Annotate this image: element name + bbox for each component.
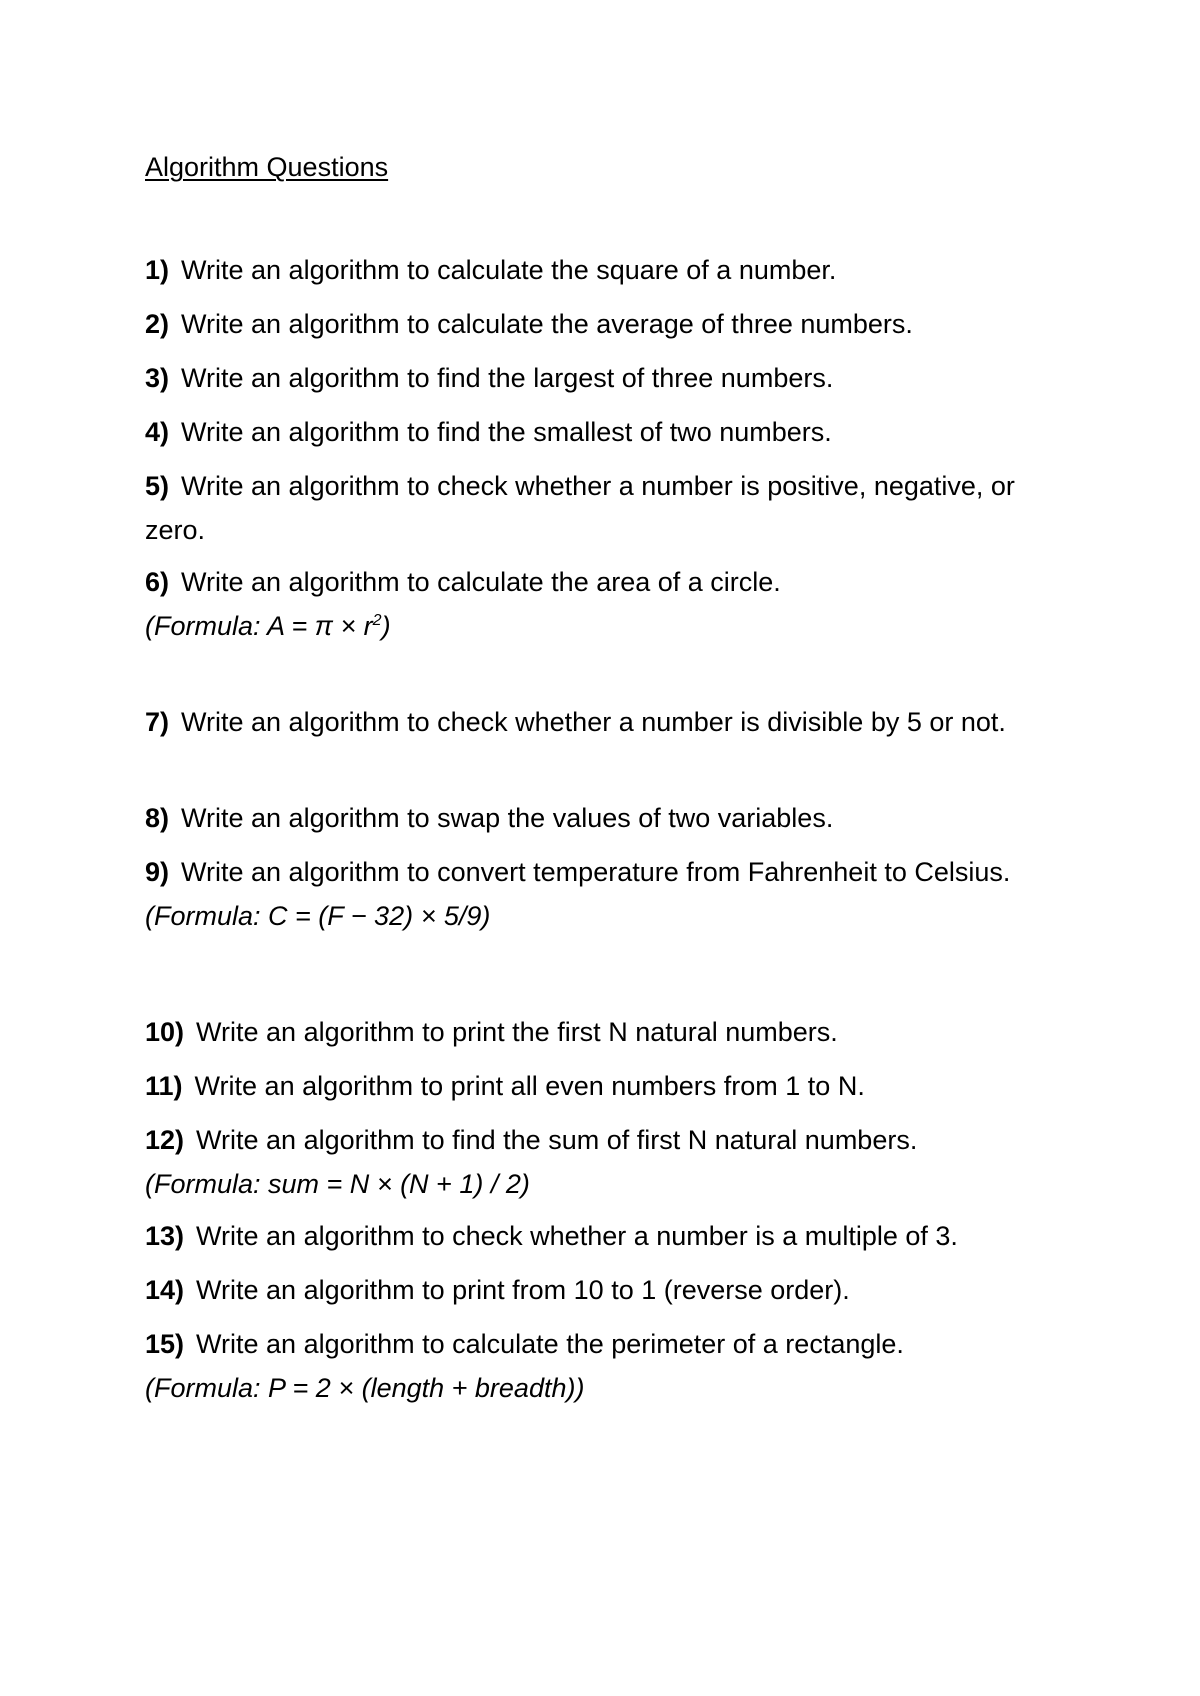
question-number: 4) <box>145 417 170 447</box>
question-3 <box>145 356 1075 400</box>
formula-text: (Formula: C = (F − 32) × 5/9) <box>145 901 491 931</box>
question-text: Write an algorithm to check whether a number is a multiple of 3. <box>196 1221 958 1251</box>
formula-superscript: 2 <box>372 612 382 629</box>
question-10 <box>145 1010 1075 1054</box>
question-14 <box>145 1268 1075 1312</box>
question-text: Write an algorithm to print the first N natural numbers. <box>196 1017 838 1047</box>
question-text: Write an algorithm to find the sum of first N natural numbers. <box>196 1125 918 1155</box>
question-12 <box>145 1118 1075 1206</box>
question-text: Write an algorithm to calculate the perimeter of a rectangle. <box>196 1329 904 1359</box>
question-number: 6) <box>145 567 170 597</box>
question-number: 1) <box>145 255 170 285</box>
question-7 <box>145 700 1075 744</box>
question-number: 15) <box>145 1329 185 1359</box>
question-2 <box>145 302 1075 346</box>
document-title: Algorithm Questions <box>145 152 389 182</box>
formula-text: (Formula: P = 2 × (length + breadth)) <box>145 1373 585 1403</box>
formula-prefix: (Formula: A = π × r <box>145 611 373 641</box>
question-number: 5) <box>145 471 170 501</box>
question-9 <box>145 850 1075 938</box>
question-text: Write an algorithm to calculate the average of three numbers. <box>181 309 913 339</box>
question-6 <box>145 560 1075 648</box>
question-text: Write an algorithm to print all even numbers from 1 to N. <box>194 1071 865 1101</box>
question-text: Write an algorithm to check whether a number is divisible by 5 or not. <box>181 707 1006 737</box>
question-8 <box>145 796 1075 840</box>
question-1 <box>145 248 1075 292</box>
question-number: 8) <box>145 803 170 833</box>
question-number: 2) <box>145 309 170 339</box>
question-number: 14) <box>145 1275 185 1305</box>
formula-text: (Formula: sum = N × (N + 1) / 2) <box>145 1169 530 1199</box>
question-text: Write an algorithm to print from 10 to 1 (reverse order). <box>196 1275 850 1305</box>
question-11 <box>145 1064 1075 1108</box>
question-number: 12) <box>145 1125 185 1155</box>
question-number: 9) <box>145 857 170 887</box>
question-text: Write an algorithm to find the smallest of two numbers. <box>181 417 832 447</box>
question-4 <box>145 410 1075 454</box>
question-text: Write an algorithm to swap the values of two variables. <box>181 803 834 833</box>
formula-suffix: ) <box>381 611 391 641</box>
question-text: Write an algorithm to calculate the square of a number. <box>181 255 837 285</box>
question-number: 11) <box>145 1071 183 1101</box>
question-text: Write an algorithm to calculate the area of a circle. <box>181 567 781 597</box>
question-13 <box>145 1214 1075 1258</box>
question-number: 7) <box>145 707 170 737</box>
question-text: Write an algorithm to check whether a number is positive, negative, or zero. <box>145 471 1015 545</box>
question-15 <box>145 1322 1075 1410</box>
question-number: 10) <box>145 1017 185 1047</box>
question-text: Write an algorithm to find the largest of three numbers. <box>181 363 834 393</box>
question-text: Write an algorithm to convert temperature from Fahrenheit to Celsius. <box>181 857 1011 887</box>
question-number: 3) <box>145 363 170 393</box>
question-5 <box>145 464 1075 552</box>
formula-text <box>145 604 1075 648</box>
question-number: 13) <box>145 1221 185 1251</box>
